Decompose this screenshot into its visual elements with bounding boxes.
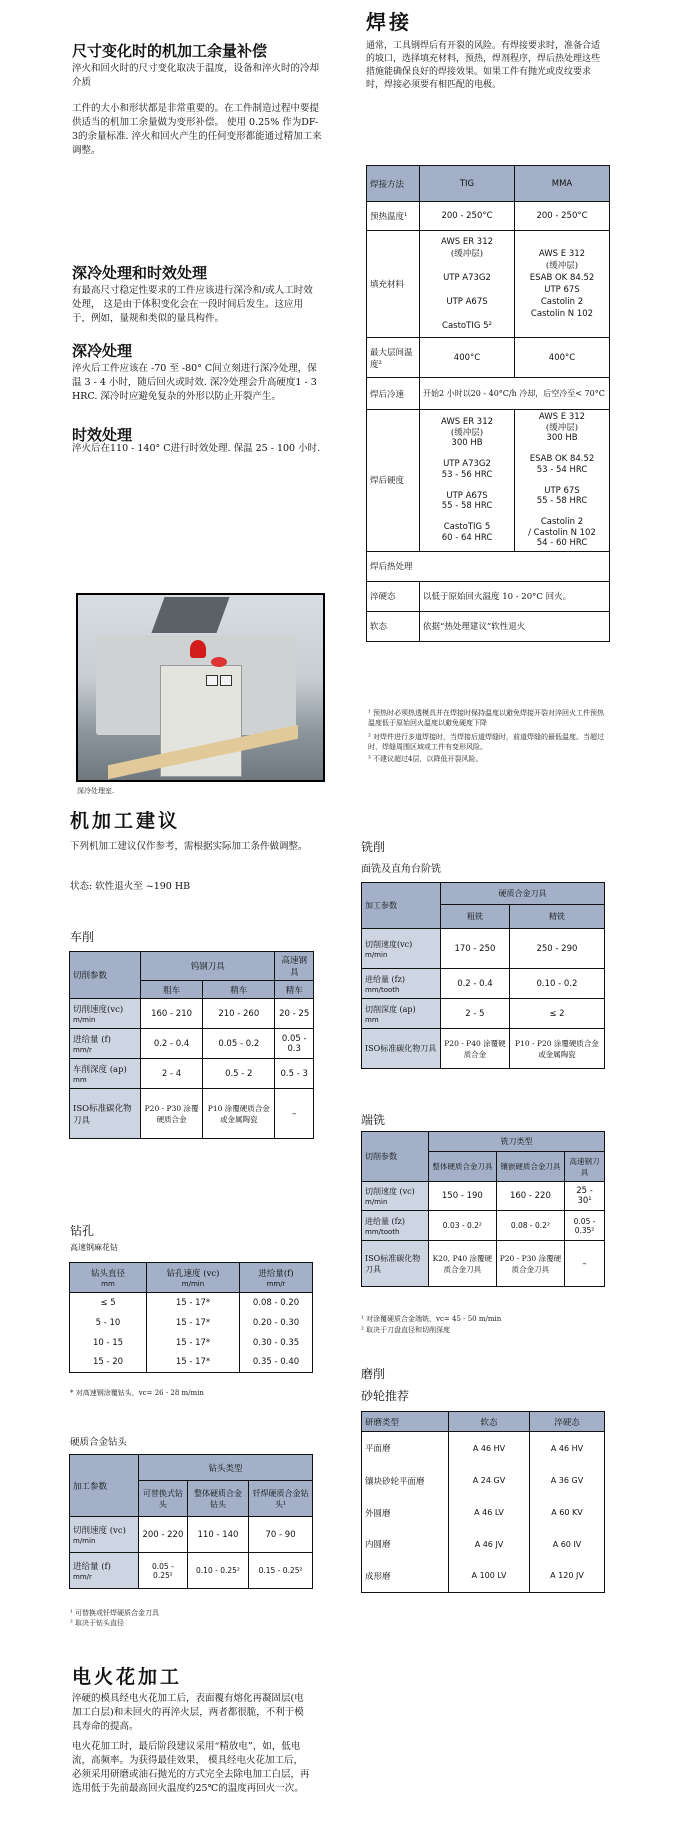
cell: 70 - 90 <box>249 1517 313 1553</box>
row-unit: mm/tooth <box>365 1227 400 1236</box>
cell: 110 - 140 <box>187 1517 248 1553</box>
row-label: 内圆磨 <box>362 1529 449 1560</box>
row-label: 焊后硬度 <box>367 410 420 552</box>
cryo-title: 深冷处理 <box>72 342 133 360</box>
table-row <box>70 999 314 1029</box>
row-label: ISO标准碳化物刀具 <box>362 1029 441 1069</box>
cell: ≤ 5 <box>70 1293 147 1313</box>
cell: 0.35 - 0.40 <box>240 1353 313 1373</box>
row-label: 焊后冷速 <box>367 378 420 410</box>
row-unit: m/min <box>73 1536 96 1545</box>
header-solid: 整体硬质合金钻头 <box>187 1481 248 1517</box>
row-unit: mm/tooth <box>365 985 400 994</box>
cell: 200 - 250°C <box>515 202 610 231</box>
table-row <box>362 969 605 999</box>
table-row <box>367 410 610 552</box>
edm-body-2: 电火花加工时，最后阶段建议采用“精放电”，如，低电流，高频率。为获得最佳效果， 模具经电火花加工后，必须采用研磨或油石抛光的方式完全去除电加工白层，再选用低于先前最高回火温度约25℃的温度再回火一次。 <box>72 1741 310 1794</box>
cell: 0.2 - 0.4 <box>141 1029 203 1059</box>
row-label: 平面磨 <box>362 1432 449 1465</box>
grinding-title: 磨削 <box>361 1367 386 1381</box>
cell: P20 - P30 涂覆硬质合金 <box>141 1089 203 1139</box>
table-row <box>367 338 610 378</box>
row-unit: mm <box>365 1015 379 1024</box>
milling-title: 铣削 <box>361 840 386 854</box>
cryo-aging-body: 有最高尺寸稳定性要求的工件应该进行深冷和/或人工时效处理， 这是由于体积变化会在一段时间后发生。这应用于，例如，量规和类似的量具构件。 <box>72 285 313 324</box>
cell: 210 - 260 <box>203 999 275 1029</box>
turning-title: 车削 <box>70 930 95 944</box>
milling-table <box>361 882 605 1069</box>
cell: AWS E 312 (缓冲层) 300 HB ESAB OK 84.52 53 - 54 HRC UTP 67S 55 - 58 HRC Castolin 2 / Castolin N 102 54 - 60 HRC <box>515 410 610 552</box>
header-hss: 高速钢具 <box>275 952 314 981</box>
welding-note-2: ² 对焊件进行多道焊接时，当焊接后道焊缝时，前道焊缝的最低温度。当超过时，焊缝周围区域或工件有变形风险。 <box>368 733 605 751</box>
cell: 160 - 210 <box>141 999 203 1029</box>
row-label: 切削速度 (vc) <box>365 1187 415 1196</box>
row-label: 进给量 (f) <box>73 1034 111 1045</box>
cell: 0.10 - 0.25² <box>187 1553 248 1589</box>
header-mma: MMA <box>515 166 610 202</box>
row-label: 填充材料 <box>367 231 420 338</box>
table-row <box>362 1497 605 1529</box>
row-unit: mm <box>73 1075 87 1084</box>
aging-body: 淬火后在110 - 140° C进行时效处理. 保温 25 - 100 小时. <box>72 443 321 454</box>
cell: P20 - P30 涂覆硬质合金刀具 <box>496 1241 564 1287</box>
cell: 0.05 - 0.25² <box>139 1553 188 1589</box>
row-label: 淬硬态 <box>367 581 420 611</box>
row-label: ISO标准碳化物刀具 <box>362 1241 429 1287</box>
cell: P10 涂覆硬质合金或金属陶瓷 <box>203 1089 275 1139</box>
cell: 0.08 - 0.2² <box>496 1211 564 1241</box>
header-rough: 粗车 <box>141 981 203 999</box>
cell: P10 - P20 涂覆硬质合金或金属陶瓷 <box>509 1029 604 1069</box>
cell: 15 - 17* <box>147 1333 240 1353</box>
end-milling-title: 端铣 <box>361 1113 386 1127</box>
row-label: 预热温度¹ <box>367 202 420 231</box>
machining-title: 机加工建议 <box>70 810 181 832</box>
cell: AWS ER 312 (缓冲层) 300 HB UTP A73G2 53 - 56 HRC UTP A67S 55 - 58 HRC CastoTIG 5 60 - 64 HRC <box>420 410 515 552</box>
cell: 开始2 小时以20 - 40°C/h 冷却，后空冷至< 70°C <box>420 378 610 410</box>
cell: 2 - 4 <box>141 1059 203 1089</box>
carbide-drill-note-2: ² 取决于钻头直径 <box>70 1619 125 1627</box>
alarm-lamp-icon <box>190 640 206 658</box>
grinding-subtitle: 砂轮推荐 <box>361 1389 410 1403</box>
header-drill-type: 钻头类型 <box>139 1455 313 1481</box>
table-row <box>362 1432 605 1465</box>
cell: – <box>275 1089 314 1139</box>
cell: AWS ER 312 (缓冲层) UTP A73G2 UTP A67S CastoTIG 5² <box>420 231 515 338</box>
cell: ≤ 2 <box>509 999 604 1029</box>
cell: A 120 JV <box>530 1560 605 1593</box>
table-row <box>367 378 610 410</box>
header-param: 切削参数 <box>70 952 141 999</box>
carbide-drill-table <box>69 1454 313 1589</box>
cell: 依据“热处理建议”软性退火 <box>420 611 610 641</box>
table-row <box>70 1333 313 1353</box>
cell: A 46 HV <box>449 1432 530 1465</box>
cell: A 46 HV <box>530 1432 605 1465</box>
cell: 150 - 190 <box>429 1182 497 1211</box>
table-row <box>362 999 605 1029</box>
header-tig: TIG <box>420 166 515 202</box>
cell: 200 - 220 <box>139 1517 188 1553</box>
table-row <box>70 1553 313 1589</box>
cell: 0.08 - 0.20 <box>240 1293 313 1313</box>
drilling-subtitle: 高速钢麻花钻 <box>70 1243 118 1252</box>
row-label: 焊后热处理 <box>367 551 610 581</box>
cell: 20 - 25 <box>275 999 314 1029</box>
cell: A 46 LV <box>449 1497 530 1529</box>
welding-note-3: ³ 不建议超过4层，以降低开裂风险。 <box>368 755 483 763</box>
cell: 400°C <box>515 338 610 378</box>
gauge-icon <box>220 675 232 686</box>
end-milling-table <box>361 1131 605 1287</box>
drilling-title: 钻孔 <box>70 1224 95 1238</box>
table-row <box>367 611 610 641</box>
welding-body: 通常，工具钢焊后有开裂的风险。有焊接要求时，准备合适的坡口，选择填充材料，预热，焊剂程序，焊后热处理这些措施能确保良好的焊接效果。如果工件有抛光或皮纹要求时，焊接必须要有相匹配的电极。 <box>366 41 601 90</box>
cell: A 46 JV <box>449 1529 530 1560</box>
turning-table <box>69 951 314 1139</box>
cell: A 100 LV <box>449 1560 530 1593</box>
alarm-bell-icon <box>211 657 227 667</box>
compensation-body: 工件的大小和形状都是非常重要的。在工件制造过程中要提供适当的机加工余量做为变形补偿。 使用 0.25% 作为DF-3的余量标准. 淬火和回火产生的任何变形都能通过精加工来调整。 <box>72 103 322 156</box>
header-param: 加工参数 <box>362 883 441 929</box>
cell: 5 - 10 <box>70 1313 147 1333</box>
grinding-table <box>361 1411 605 1593</box>
header-finish-hss: 精车 <box>275 981 314 999</box>
table-row <box>367 551 610 581</box>
compensation-title: 尺寸变化时的机加工余量补偿 <box>72 42 268 60</box>
row-unit: mm/r <box>73 1572 92 1581</box>
table-row <box>362 1560 605 1593</box>
cell: 0.20 - 0.30 <box>240 1313 313 1333</box>
row-unit: mm/r <box>73 1045 92 1054</box>
welding-title: 焊接 <box>366 10 412 34</box>
edm-body-1: 淬硬的模具经电火花加工后，表面覆有熔化再凝固层(电加工白层)和未回火的再淬火层，两者都很脆，不利于模具寿命的提高。 <box>72 1693 304 1732</box>
row-label: 进给量 (fz) <box>365 974 405 984</box>
table-row <box>362 1465 605 1497</box>
header-soft: 软态 <box>449 1412 530 1432</box>
cell: 0.30 - 0.35 <box>240 1333 313 1353</box>
header-param: 切削参数 <box>362 1132 429 1182</box>
header-unit: mm/r <box>266 1279 286 1288</box>
header-method: 焊接方法 <box>367 166 420 202</box>
table-row <box>367 202 610 231</box>
cell: 0.5 - 3 <box>275 1059 314 1089</box>
row-label: 最大层间温度² <box>367 338 420 378</box>
gauge-icon <box>206 675 218 686</box>
header-hardened: 淬硬态 <box>530 1412 605 1432</box>
cell: 0.15 - 0.25² <box>249 1553 313 1589</box>
cell: K20, P40 涂覆硬质合金刀具 <box>429 1241 497 1287</box>
cell: 0.2 - 0.4 <box>441 969 510 999</box>
row-label: 外圆磨 <box>362 1497 449 1529</box>
row-unit: m/min <box>365 950 388 959</box>
header-indexable-carbide: 镶嵌硬质合金刀具 <box>496 1152 564 1182</box>
table-row <box>362 1029 605 1069</box>
cell: A 24 GV <box>449 1465 530 1497</box>
cell: 15 - 17* <box>147 1293 240 1313</box>
row-label: 切削速度 (vc) <box>73 1525 126 1536</box>
edm-title: 电火花加工 <box>72 1666 183 1688</box>
header-carbide: 钨钢刀具 <box>141 952 275 981</box>
cell: 15 - 20 <box>70 1353 147 1373</box>
table-row <box>367 581 610 611</box>
cell: 250 - 290 <box>509 929 604 969</box>
table-row <box>70 1293 313 1313</box>
cell: 0.10 - 0.2 <box>509 969 604 999</box>
cell: 25 - 30¹ <box>565 1182 605 1211</box>
end-milling-note-2: ² 取决于刀盘直径和切削深度 <box>361 1326 451 1334</box>
cell: P20 - P40 涂覆硬质合金 <box>441 1029 510 1069</box>
cell: 160 - 220 <box>496 1182 564 1211</box>
table-row <box>70 1029 314 1059</box>
cell: AWS E 312 (缓冲层) ESAB OK 84.52 UTP 67S Castolin 2 Castolin N 102 <box>515 231 610 338</box>
welding-table <box>366 165 610 642</box>
header-solid-carbide: 整体硬质合金刀具 <box>429 1152 497 1182</box>
table-row <box>367 231 610 338</box>
cell: – <box>565 1241 605 1287</box>
header-unit: mm <box>101 1279 115 1288</box>
header-diameter: 钻头直径 <box>90 1268 125 1279</box>
machining-state: 状态: 软性退火至 ~190 HB <box>70 881 191 892</box>
row-label: 成形磨 <box>362 1560 449 1593</box>
row-label: 切削深度 (ap) <box>365 1004 416 1014</box>
end-milling-note-1: ¹ 对涂覆硬质合金端铣，vc= 45 - 50 m/min <box>361 1315 502 1323</box>
table-row <box>70 1353 313 1373</box>
header-finish: 精车 <box>203 981 275 999</box>
table-row <box>362 1211 605 1241</box>
header-cutter-type: 铣刀类型 <box>429 1132 605 1152</box>
compensation-intro: 淬火和回火时的尺寸变化取决于温度，设备和淬火时的冷却介质 <box>72 63 320 88</box>
photo-caption: 深冷处理室. <box>77 787 115 795</box>
cell: A 36 GV <box>530 1465 605 1497</box>
cryo-body: 淬火后工件应该在 -70 至 -80° C间立刻进行深冷处理，保温 3 - 4 小时，随后回火或时效. 深冷处理会升高硬度1 - 3 HRC. 深冷时应避免复杂的外形以防止开裂产生。 <box>72 363 317 402</box>
row-label: 切削速度(vc) <box>73 1004 124 1015</box>
header-grind-type: 研磨类型 <box>362 1412 449 1432</box>
row-label: 软态 <box>367 611 420 641</box>
cryo-chamber-photo <box>76 593 325 782</box>
row-label: 车削深度 (ap) <box>73 1064 127 1075</box>
cell: 0.05 - 0.2 <box>203 1029 275 1059</box>
cell: 0.05 - 0.3 <box>275 1029 314 1059</box>
cell: 以低于原始回火温度 10 - 20°C 回火。 <box>420 581 610 611</box>
table-row <box>70 1517 313 1553</box>
cell: 0.05 - 0.35² <box>565 1211 605 1241</box>
header-finish: 精铣 <box>509 905 604 929</box>
carbide-drill-title: 硬质合金钻头 <box>70 1437 128 1448</box>
header-carbide: 硬质合金刀具 <box>441 883 605 905</box>
header-brazed: 钎焊硬质合金钻头¹ <box>249 1481 313 1517</box>
header-speed: 钻孔速度 (vc) <box>166 1268 220 1279</box>
table-row <box>70 1313 313 1333</box>
row-label: 切削速度(vc) <box>365 939 413 949</box>
header-param: 加工参数 <box>70 1455 139 1517</box>
header-unit: m/min <box>181 1279 205 1288</box>
row-unit: m/min <box>73 1015 96 1024</box>
header-indexable: 可替换式钻头 <box>139 1481 188 1517</box>
header-hss: 高速钢刀具 <box>565 1152 605 1182</box>
row-label: 进给量 (fz) <box>365 1216 405 1226</box>
table-row <box>70 1059 314 1089</box>
header-feed: 进给量(f) <box>258 1268 294 1279</box>
table-row <box>362 1241 605 1287</box>
cell: 2 - 5 <box>441 999 510 1029</box>
row-label: 进给量 (f) <box>73 1561 111 1572</box>
drilling-note: * 对高速钢涂覆钻头，vc= 26 - 28 m/min <box>70 1389 204 1397</box>
cell: A 60 KV <box>530 1497 605 1529</box>
cell: 10 - 15 <box>70 1333 147 1353</box>
cell: 170 - 250 <box>441 929 510 969</box>
machining-intro: 下列机加工建议仅作参考，需根据实际加工条件做调整。 <box>70 841 308 852</box>
table-row <box>362 929 605 969</box>
cell: 0.5 - 2 <box>203 1059 275 1089</box>
cell: 200 - 250°C <box>420 202 515 231</box>
header-rough: 粗铣 <box>441 905 510 929</box>
table-row <box>362 1182 605 1211</box>
milling-subtitle: 面铣及直角台阶铣 <box>361 864 441 875</box>
welding-note-1: ¹ 预热时必须热透模具并在焊接时保持温度以避免焊接开裂对淬回火工件预热温度低于原始回火温度以避免硬度下降 <box>368 709 605 727</box>
cell: 400°C <box>420 338 515 378</box>
row-label: ISO标准碳化物刀具 <box>70 1089 141 1139</box>
cell: 15 - 17* <box>147 1313 240 1333</box>
table-row <box>362 1529 605 1560</box>
cell: 0.03 - 0.2² <box>429 1211 497 1241</box>
cryo-aging-title: 深冷处理和时效处理 <box>72 264 208 282</box>
table-row <box>70 1089 314 1139</box>
aging-title: 时效处理 <box>72 426 133 444</box>
cell: A 60 IV <box>530 1529 605 1560</box>
row-unit: m/min <box>365 1198 388 1206</box>
cell: 15 - 17* <box>147 1353 240 1373</box>
drilling-table <box>69 1262 313 1373</box>
row-label: 镶块砂轮平面磨 <box>362 1465 449 1497</box>
carbide-drill-note-1: ¹ 可替换或钎焊硬质合金刀具 <box>70 1609 160 1617</box>
